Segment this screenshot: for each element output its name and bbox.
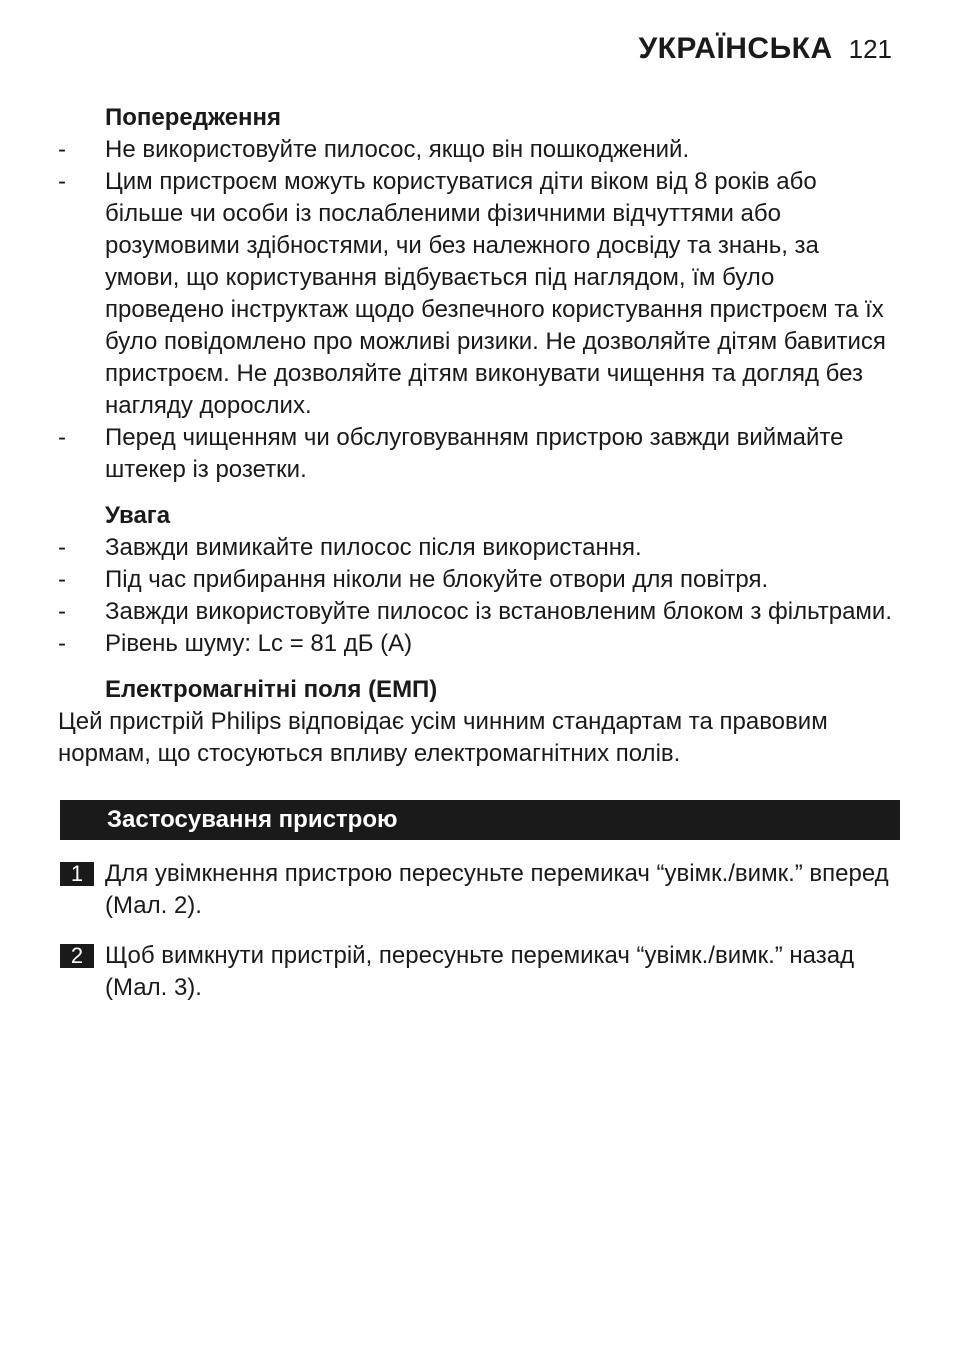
- list-item: [58, 166, 898, 422]
- list-item: [58, 596, 898, 628]
- list-item: [58, 628, 898, 660]
- warning-heading: Попередження: [105, 104, 282, 131]
- step-item: [58, 858, 898, 922]
- page-content: [58, 102, 898, 1004]
- list-item: [58, 532, 898, 564]
- caution-heading: Увага: [105, 502, 171, 529]
- dash-bullet: -: [58, 598, 66, 625]
- list-item: [58, 134, 898, 166]
- list-item-text: Завжди використовуйте пилосос із встановленим блоком з фільтрами.: [105, 598, 892, 625]
- page-number: 121: [848, 34, 892, 64]
- language-title: УКРАЇНСЬКА: [638, 32, 833, 65]
- step-text: Для увімкнення пристрою пересуньте перемикач “увімк./вимк.” вперед (Мал. 2).: [105, 860, 889, 919]
- warning-list: [58, 134, 898, 486]
- step-text: Щоб вимкнути пристрій, пересуньте перемикач “увімк./вимк.” назад (Мал. 3).: [105, 942, 855, 1001]
- list-item: [58, 564, 898, 596]
- page-header: [638, 32, 892, 66]
- dash-bullet: -: [58, 168, 66, 195]
- list-item-text: Не використовуйте пилосос, якщо він пошкоджений.: [105, 136, 690, 163]
- list-item-text: Цим пристроєм можуть користуватися діти віком від 8 років або більше чи особи із послабленими фізичними відчуттями або розумовими здібностями, чи без належного досвіду та знань, за умови, що користування відбувається під наглядом, їм було проведено інструктаж щодо безпечного користування пристроєм та їх було повідомлено про можливі ризики. Не дозволяйте дітям бавитися пристроєм. Не дозволяйте дітям виконувати чищення та догляд без нагляду дорослих.: [105, 168, 886, 419]
- list-item-text: Завжди вимикайте пилосос після використання.: [105, 534, 642, 561]
- emf-heading: Електромагнітні поля (ЕМП): [105, 676, 438, 703]
- list-item: [58, 422, 898, 486]
- usage-section-bar: Застосування пристрою: [60, 800, 900, 840]
- list-item-text: Під час прибирання ніколи не блокуйте отвори для повітря.: [105, 566, 769, 593]
- dash-bullet: -: [58, 566, 66, 593]
- list-item-text: Перед чищенням чи обслуговуванням пристрою завжди виймайте штекер із розетки.: [105, 424, 844, 483]
- list-item-text: Рівень шуму: Lc = 81 дБ (A): [105, 630, 413, 657]
- step-item: [58, 940, 898, 1004]
- dash-bullet: -: [58, 630, 66, 657]
- emf-paragraph: Цей пристрій Philips відповідає усім чинним стандартам та правовим нормам, що стосуються впливу електромагнітних полів.: [58, 708, 828, 767]
- dash-bullet: -: [58, 136, 66, 163]
- dash-bullet: -: [58, 534, 66, 561]
- caution-list: [58, 532, 898, 660]
- step-number-badge: 1: [60, 862, 94, 886]
- step-number-badge: 2: [60, 944, 94, 968]
- dash-bullet: -: [58, 424, 66, 451]
